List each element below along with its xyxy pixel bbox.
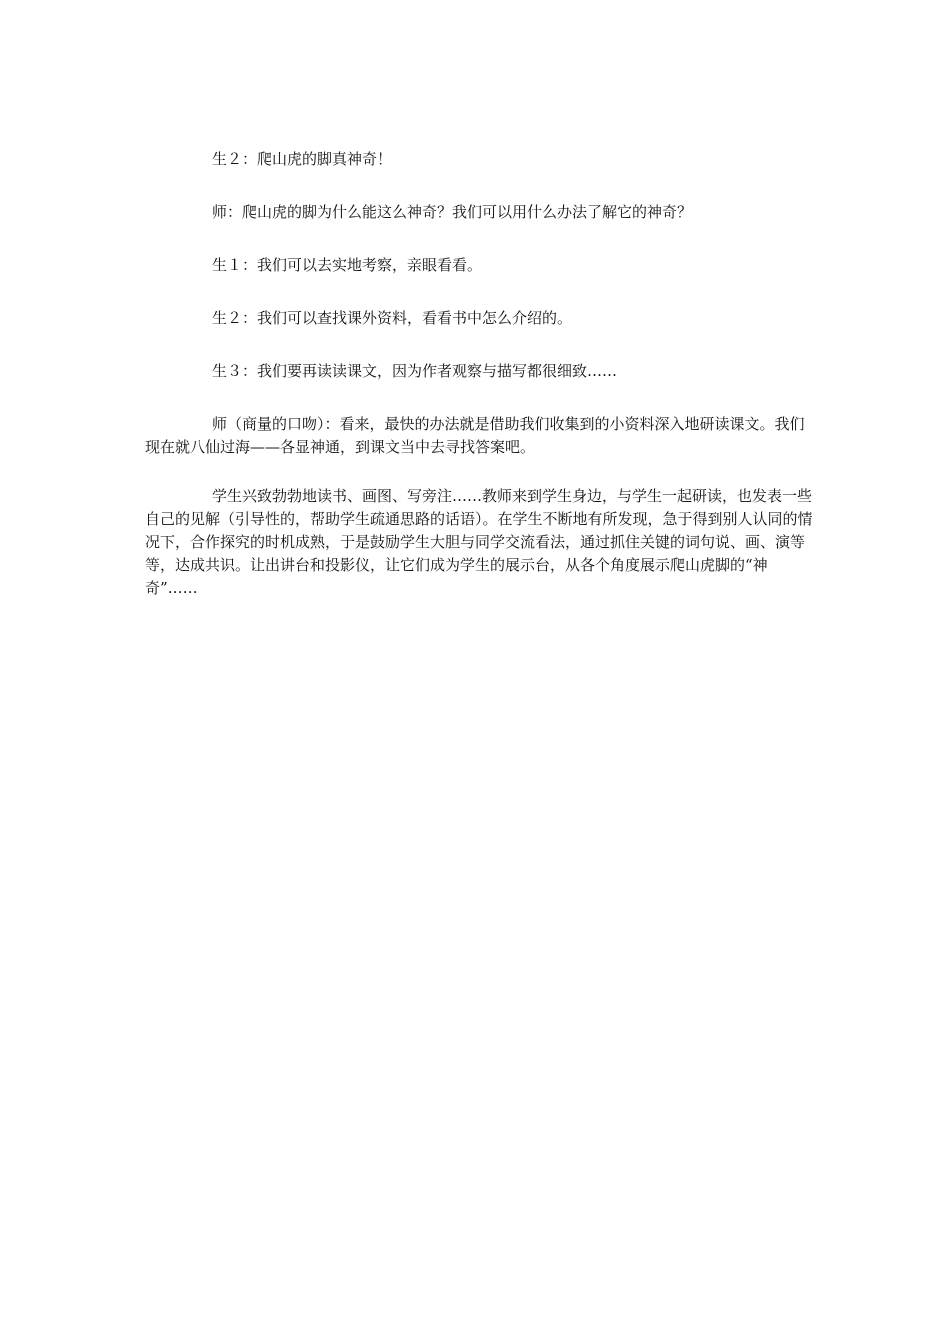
paragraph-student3-answer: 生３：我们要再读读课文，因为作者观察与描写都很细致…… <box>212 362 618 380</box>
paragraph-class-activity: 学生兴致勃勃地读书、画图、写旁注……教师来到学生身边，与学生一起研读，也发表一些自己的见解（引导性的，帮助学生疏通思路的话语）。在学生不断地有所发现，急于得到别人认同的情况下，合作探究的时机成熟，于是鼓励学生大胆与同学交流看法，通过抓住关键的词句说、画、演等等，达成共识。让出讲台和投影仪，让它们成为学生的展示台，从各个角度展示爬山虎脚的“神奇”…… <box>145 487 813 597</box>
paragraph-teacher-question: 师：爬山虎的脚为什么能这么神奇？我们可以用什么办法了解它的神奇？ <box>212 203 693 221</box>
document-body <box>145 148 813 626</box>
paragraph-teacher-suggestion: 师（商量的口吻）：看来，最快的办法就是借助我们收集到的小资料深入地研读课文。我们现在就八仙过海——各显神通，到课文当中去寻找答案吧。 <box>145 415 805 456</box>
paragraph-student2-answer: 生２：我们可以查找课外资料，看看书中怎么介绍的。 <box>212 309 573 327</box>
paragraph-student1-answer: 生１：我们可以去实地考察，亲眼看看。 <box>212 256 483 274</box>
paragraph-student2-exclaim: 生２：爬山虎的脚真神奇！ <box>212 150 393 168</box>
